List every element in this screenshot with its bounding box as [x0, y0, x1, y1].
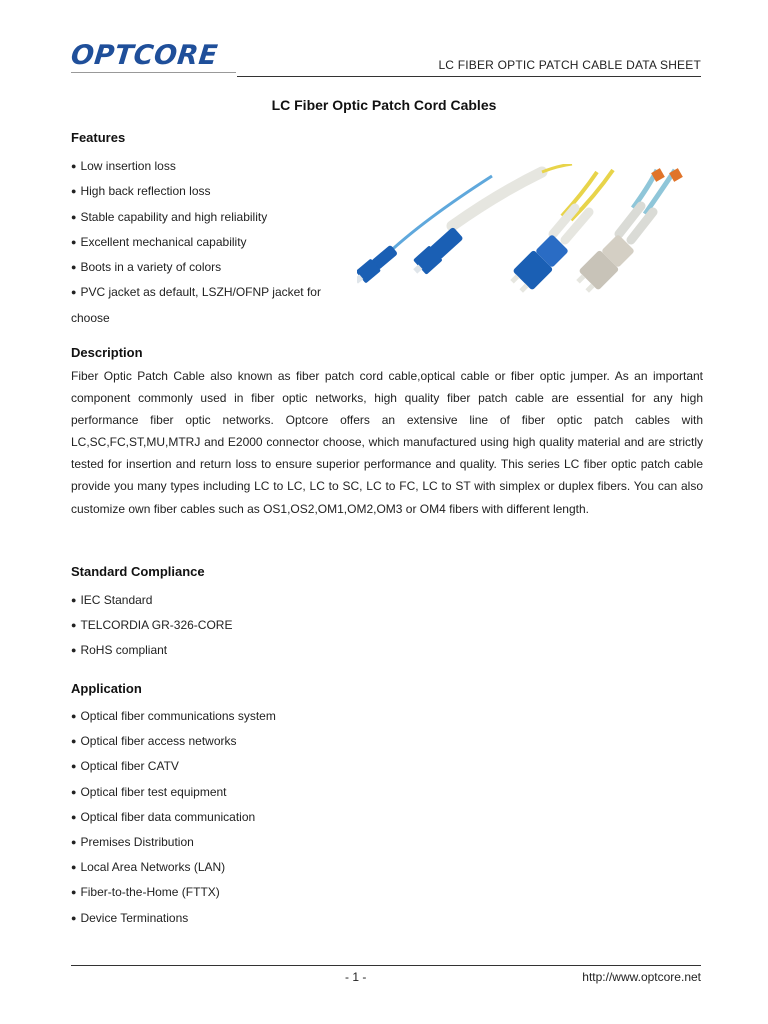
compliance-item: ● RoHS compliant: [71, 638, 232, 663]
description-heading: Description: [71, 345, 143, 360]
features-heading: Features: [71, 130, 126, 145]
compliance-list: [71, 588, 232, 664]
compliance-item: ● TELCORDIA GR-326-CORE: [71, 613, 232, 638]
feature-item: ● Boots in a variety of colors: [71, 255, 341, 280]
feature-item: ● Stable capability and high reliability: [71, 205, 341, 230]
feature-item: ● PVC jacket as default, LSZH/OFNP jacket for choose: [71, 280, 341, 330]
logo-underline: [71, 72, 236, 73]
application-item: ● Fiber-to-the-Home (FTTX): [71, 880, 276, 905]
document-title: LC Fiber Optic Patch Cord Cables: [271, 97, 497, 113]
page-number: - 1 -: [345, 970, 367, 984]
application-item: ● Optical fiber data communication: [71, 805, 276, 830]
application-item: ● Local Area Networks (LAN): [71, 855, 276, 880]
compliance-item: ● IEC Standard: [71, 588, 232, 613]
header-rule: [237, 76, 701, 77]
header-title: LC FIBER OPTIC PATCH CABLE DATA SHEET: [438, 58, 701, 72]
application-list: [71, 704, 276, 931]
application-item: ● Premises Distribution: [71, 830, 276, 855]
application-item: ● Optical fiber test equipment: [71, 780, 276, 805]
features-list: [71, 154, 341, 330]
application-item: ● Optical fiber communications system: [71, 704, 276, 729]
feature-item: ● High back reflection loss: [71, 179, 341, 204]
feature-item: ● Excellent mechanical capability: [71, 230, 341, 255]
footer-rule: [71, 965, 701, 966]
optcore-logo: OPTCORE: [69, 40, 220, 71]
lc-patch-cord-image: [357, 164, 700, 304]
description-text: Fiber Optic Patch Cable also known as fiber patch cord cable,optical cable or fiber optic jumper. As an important component commonly used in fiber optic networks, high quality fiber patch cable are essential for any high performance fiber optic networks. Optcore offers an extensive line of fiber optic patch cables with LC,SC,FC,ST,MU,MTRJ and E2000 connector choose, which manufactured using high quality material and are strictly tested for insertion and return loss to ensure superior performance and quality. This series LC fiber optic patch cable provide you many types including LC to LC, LC to SC, LC to FC, LC to ST with simplex or duplex fibers. You can also customize own fiber cables such as OS1,OS2,OM1,OM2,OM3 or OM4 fibers with different length.: [71, 369, 703, 516]
feature-item: ● Low insertion loss: [71, 154, 341, 179]
application-heading: Application: [71, 681, 142, 696]
application-item: ● Optical fiber access networks: [71, 729, 276, 754]
footer-url-link[interactable]: http://www.optcore.net: [582, 970, 701, 984]
application-item: ● Device Terminations: [71, 906, 276, 931]
application-item: ● Optical fiber CATV: [71, 754, 276, 779]
compliance-heading: Standard Compliance: [71, 564, 205, 579]
